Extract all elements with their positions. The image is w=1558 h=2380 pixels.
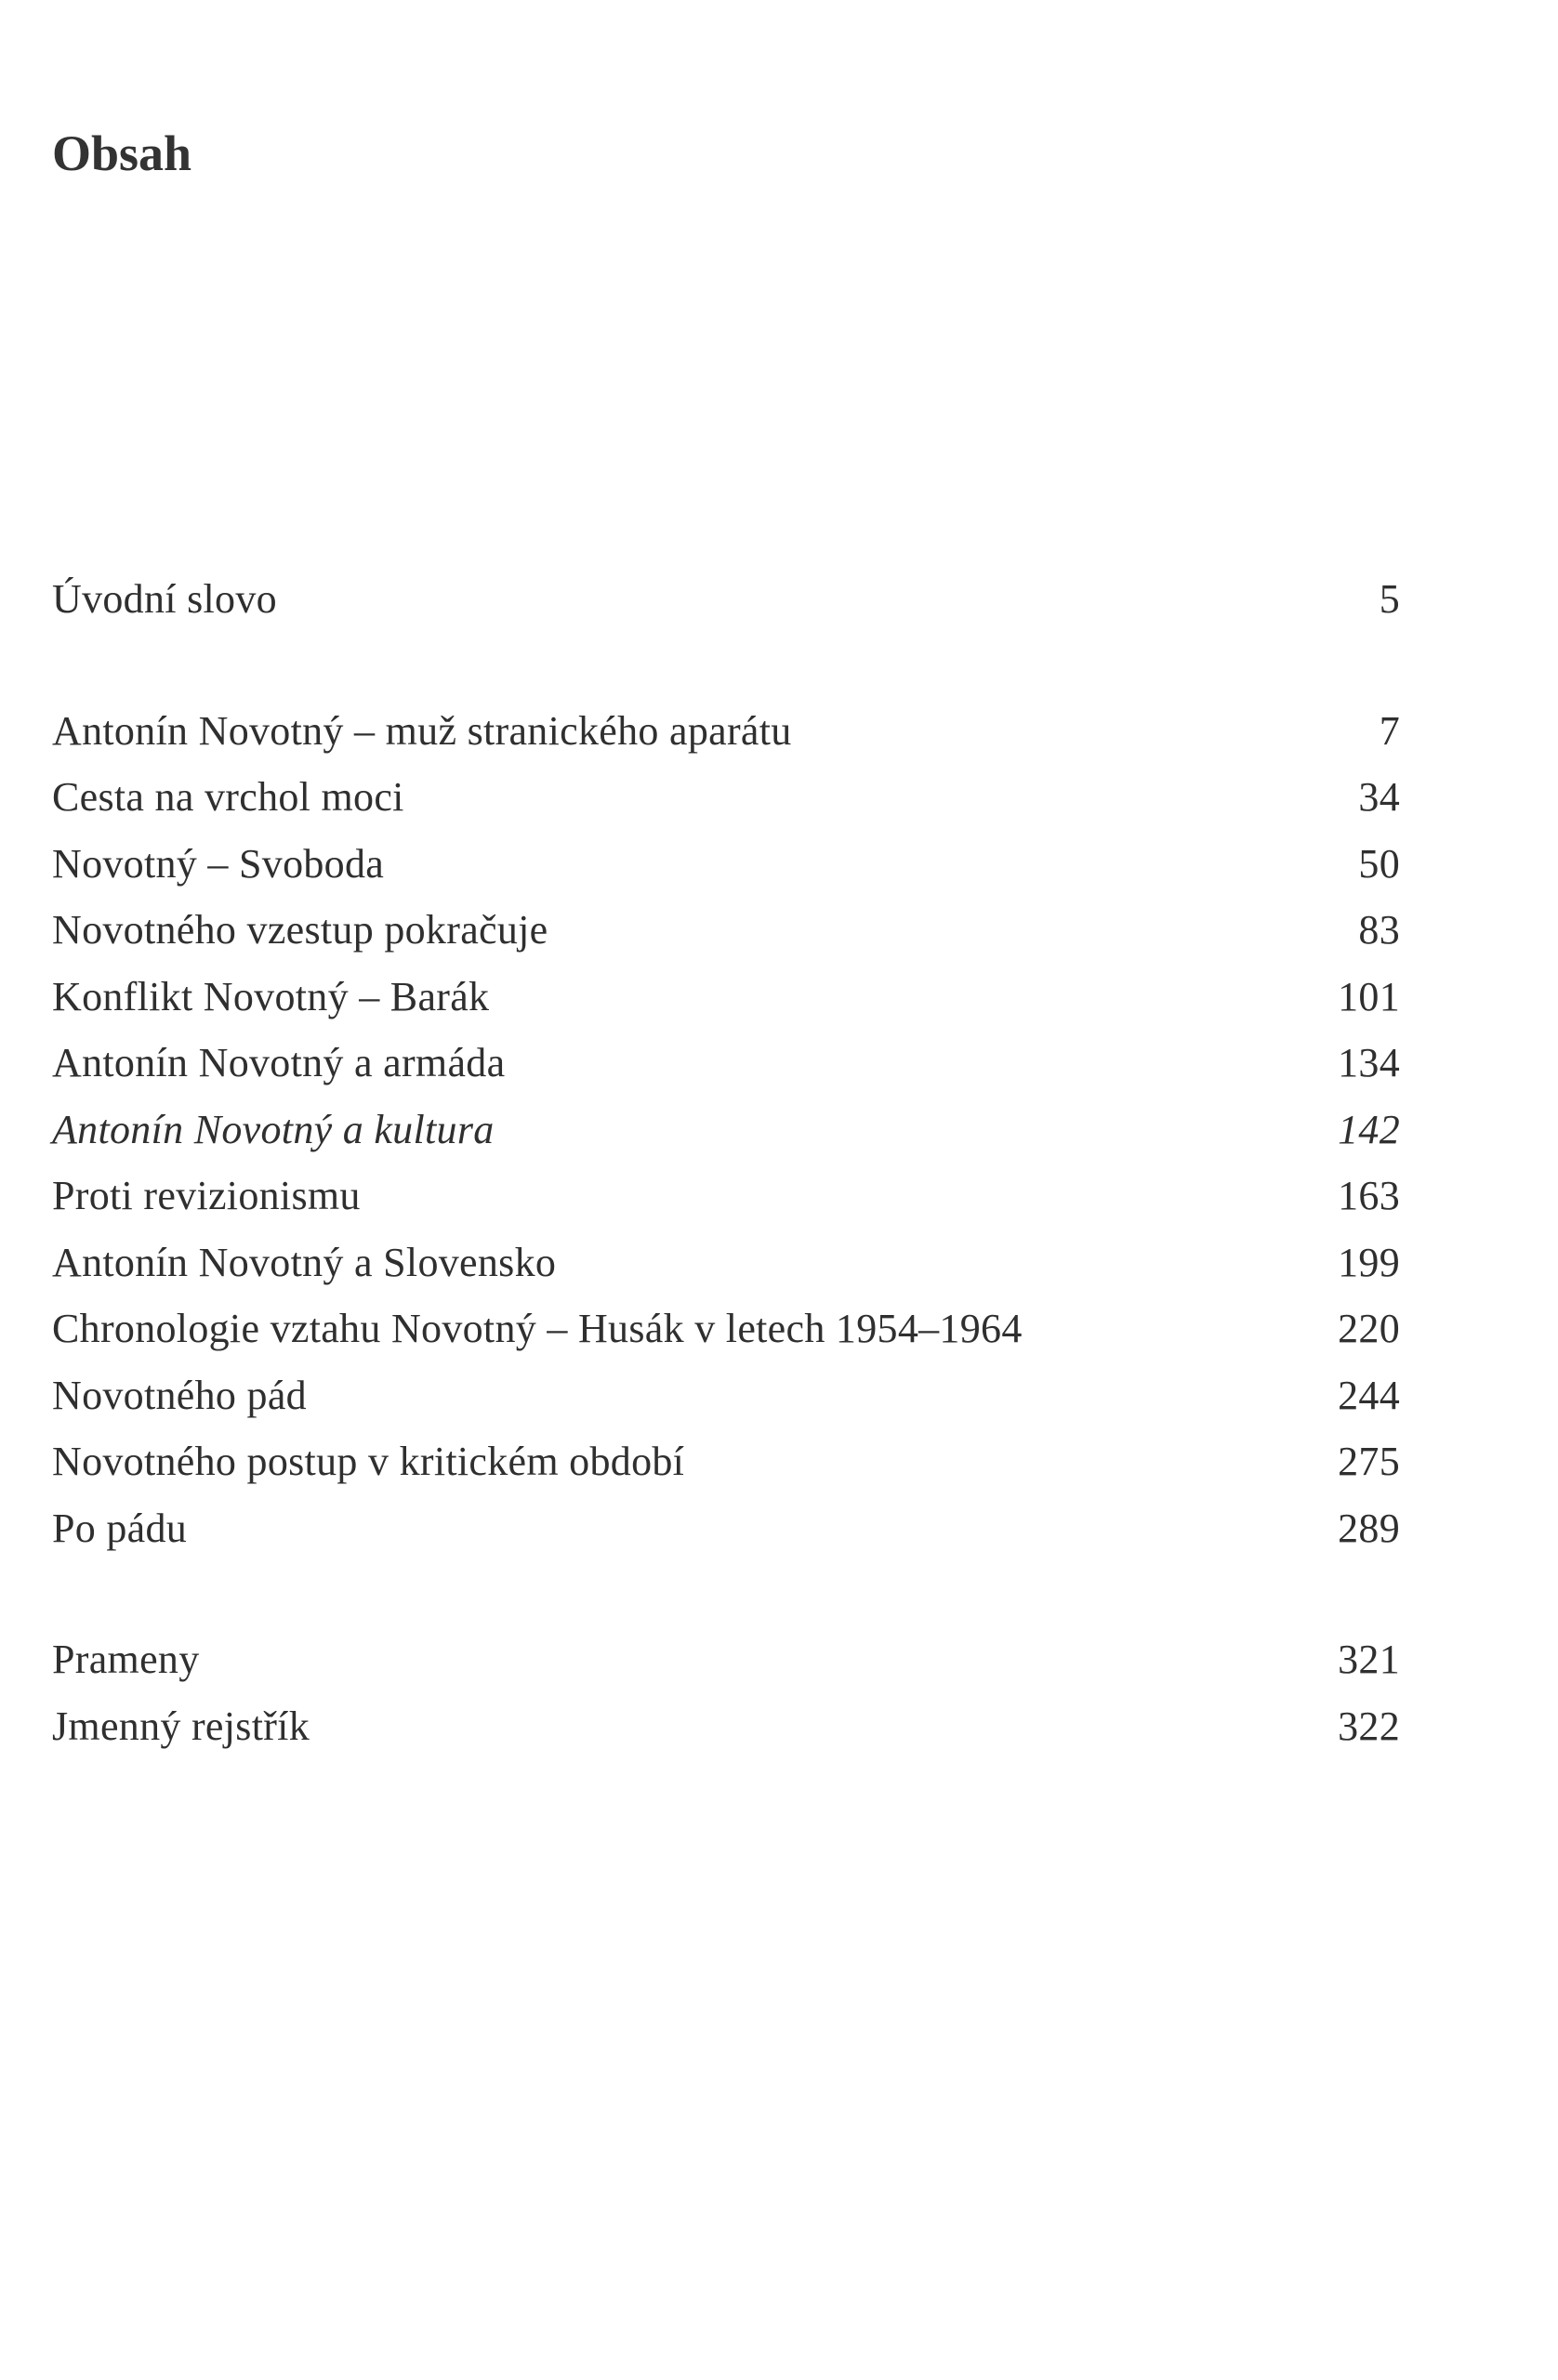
toc-entry-title: Prameny — [52, 1637, 200, 1682]
toc-entry-page: 142 — [1338, 1106, 1400, 1152]
toc-entry-title: Po pádu — [52, 1505, 188, 1551]
toc-entry-page: 50 — [1358, 840, 1400, 887]
toc-entry-page: 321 — [1338, 1637, 1400, 1682]
toc-entry-title: Cesta na vrchol moci — [52, 774, 404, 820]
toc-entry-title: Jmenný rejstřík — [52, 1703, 310, 1749]
toc-entry — [52, 1229, 1400, 1296]
toc-entry — [52, 897, 1400, 964]
toc-entry — [52, 566, 1400, 633]
toc-entry — [52, 1693, 1400, 1760]
toc-entry — [52, 964, 1400, 1031]
toc-entry — [52, 831, 1400, 898]
toc-entry — [52, 1030, 1400, 1097]
toc-entry-page: 220 — [1338, 1306, 1400, 1351]
toc-entry-title: Novotný – Svoboda — [52, 840, 385, 887]
toc-entry-title: Proti revizionismu — [52, 1173, 361, 1218]
toc-entry-title: Antonín Novotný – muž stranického aparátu — [52, 707, 792, 754]
toc-entry — [52, 1295, 1400, 1362]
toc-entry-title: Novotného pád — [52, 1372, 307, 1418]
toc-entry-title: Novotného postup v kritickém období — [52, 1439, 685, 1484]
toc-group-appendix — [52, 1626, 1400, 1759]
page-title: Obsah — [52, 125, 192, 181]
toc-entry-page: 199 — [1338, 1239, 1400, 1285]
table-of-contents — [52, 566, 1400, 1759]
toc-entry-title: Chronologie vztahu Novotný – Husák v letech 1954–1964 — [52, 1306, 1023, 1351]
toc-entry-page: 289 — [1338, 1505, 1400, 1551]
toc-entry — [52, 1626, 1400, 1693]
toc-entry-page: 7 — [1379, 707, 1400, 754]
toc-entry-page: 5 — [1379, 576, 1400, 622]
toc-entry-title: Antonín Novotný a armáda — [52, 1040, 506, 1085]
toc-group-chapters — [52, 698, 1400, 1562]
toc-entry-title: Antonín Novotný a Slovensko — [52, 1239, 557, 1285]
toc-entry-page: 134 — [1338, 1040, 1400, 1085]
toc-entry-page: 275 — [1338, 1439, 1400, 1484]
toc-entry — [52, 698, 1400, 765]
toc-entry-page: 322 — [1338, 1703, 1400, 1749]
toc-entry-page: 101 — [1338, 973, 1400, 1019]
toc-entry-page: 163 — [1338, 1173, 1400, 1218]
toc-entry — [52, 764, 1400, 831]
toc-entry — [52, 1428, 1400, 1495]
toc-entry-page: 83 — [1358, 907, 1400, 953]
toc-entry — [52, 1097, 1400, 1164]
toc-entry — [52, 1495, 1400, 1562]
toc-group-intro — [52, 566, 1400, 633]
toc-entry-page: 34 — [1358, 774, 1400, 820]
toc-entry-page: 244 — [1338, 1372, 1400, 1418]
toc-entry-title: Úvodní slovo — [52, 576, 277, 622]
toc-entry-title: Novotného vzestup pokračuje — [52, 907, 548, 953]
toc-entry-title: Antonín Novotný a kultura — [52, 1106, 495, 1152]
toc-entry-title: Konflikt Novotný – Barák — [52, 973, 490, 1019]
toc-entry — [52, 1362, 1400, 1429]
toc-entry — [52, 1163, 1400, 1229]
